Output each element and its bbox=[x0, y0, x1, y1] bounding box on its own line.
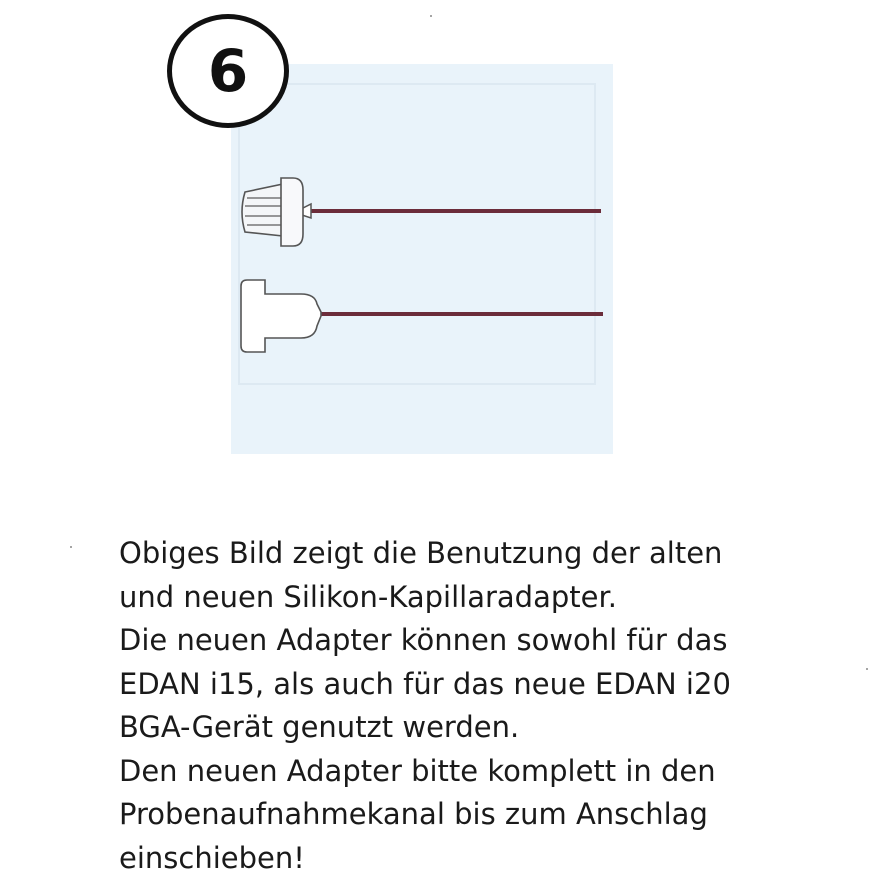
old-adapter-ribbed-cap bbox=[242, 184, 283, 236]
scan-speck bbox=[430, 15, 432, 17]
adapter-photo bbox=[231, 64, 613, 454]
old-adapter-flange bbox=[281, 178, 303, 246]
instruction-line: EDAN i15, als auch für das neue EDAN i20 bbox=[119, 666, 731, 701]
instruction-text bbox=[119, 532, 839, 880]
old-adapter-illustration bbox=[242, 178, 601, 246]
old-adapter-capillary bbox=[303, 209, 601, 213]
new-adapter-capillary bbox=[311, 312, 603, 316]
instruction-line: und neuen Silikon-Kapillaradapter. bbox=[119, 579, 617, 614]
adapter-illustration bbox=[231, 64, 613, 454]
scan-speck bbox=[866, 668, 868, 670]
instruction-line: Die neuen Adapter können sowohl für das bbox=[119, 623, 728, 657]
scan-speck bbox=[70, 546, 72, 548]
instruction-line: BGA-Gerät genutzt werden. bbox=[119, 710, 520, 744]
step-number: 6 bbox=[207, 37, 249, 105]
step-number-badge bbox=[167, 14, 289, 128]
instruction-line: Obiges Bild zeigt die Benutzung der alten bbox=[119, 536, 723, 570]
instruction-line: Den neuen Adapter bitte komplett in den bbox=[119, 753, 716, 788]
new-adapter-illustration bbox=[241, 280, 603, 352]
instruction-line: Probenaufnahmekanal bis zum Anschlag bbox=[119, 797, 708, 831]
new-adapter-body bbox=[241, 280, 321, 352]
instruction-line: einschieben! bbox=[119, 840, 305, 875]
